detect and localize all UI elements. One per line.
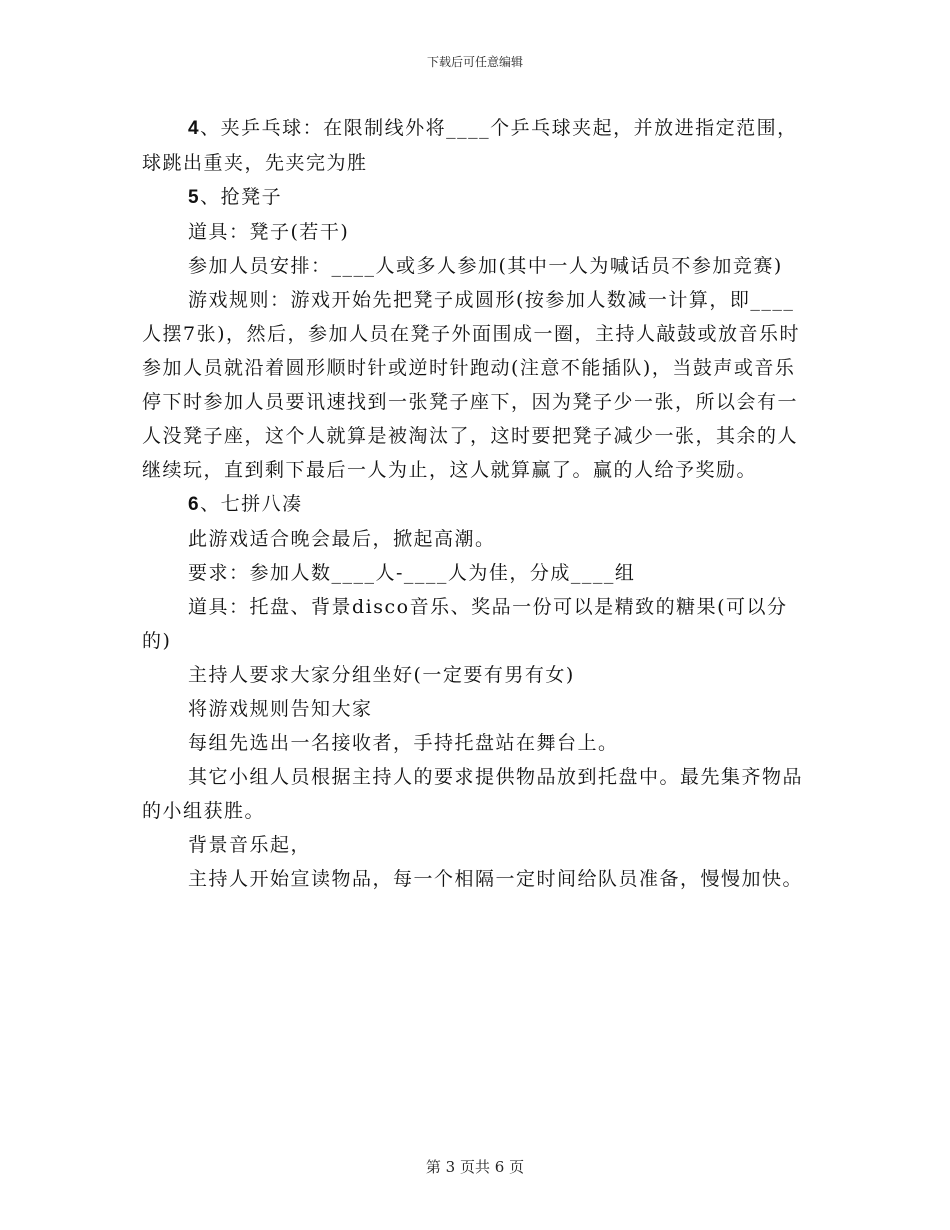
item-number: 5	[188, 187, 201, 208]
paragraph-step-5: 背景音乐起，	[188, 834, 312, 856]
paragraph-step-6: 主持人开始宣读物品，每一个相隔一定时间给队员准备，慢慢加快。	[188, 868, 804, 890]
paragraph-step-2: 将游戏规则告知大家	[188, 698, 373, 720]
heading-text: 、抢凳子	[200, 186, 283, 208]
paragraph-item-4	[142, 111, 810, 180]
page-header: 下载后可任意编辑	[426, 55, 523, 69]
page-footer: 第 3 页共 6 页	[425, 1158, 525, 1176]
paragraph-props: 道具：凳子(若干)	[188, 221, 350, 243]
paragraph-step-1: 主持人要求大家分组坐好(一定要有男有女)	[188, 664, 575, 686]
paragraph-text: 、夹乒乓球：在限制线外将____个乒乓球夹起，并放进指定范围，球跳出重夹，先夹完为胜	[142, 117, 798, 174]
paragraph-props-2: 道具：托盘、背景disco音乐、奖品一份可以是精致的糖果(可以分的)	[142, 596, 788, 652]
document-body	[142, 111, 810, 896]
paragraph-step-4: 其它小组人员根据主持人的要求提供物品放到托盘中。最先集齐物品的小组获胜。	[142, 766, 804, 822]
item-number: 6	[188, 494, 201, 515]
paragraph-participants: 参加人员安排：____人或多人参加(其中一人为喊话员不参加竞赛)	[188, 255, 783, 277]
paragraph-step-3: 每组先选出一名接收者，手持托盘站在舞台上。	[188, 732, 619, 754]
heading-item-5	[142, 180, 810, 215]
paragraph-rules: 游戏规则：游戏开始先把凳子成圆形(按参加人数减一计算，即____人摆7张)，然后，参加人员在凳子外面围成一圈，主持人敲鼓或放音乐时参加人员就沿着圆形顺时针或逆时针跑动(注意不能插队)，当鼓声或音乐停下时参加人员要讯速找到一张凳子座下，因为凳子少一张，所以会有一人没凳子座，这个人就算是被淘汰了，这时要把凳子减少一张，其余的人继续玩，直到剩下最后一人为止，这人就算赢了。赢的人给予奖励。	[142, 289, 801, 481]
heading-item-6	[142, 487, 810, 522]
item-number: 4	[188, 118, 201, 139]
heading-text: 、七拼八凑	[200, 493, 303, 515]
paragraph-intro: 此游戏适合晚会最后，掀起高潮。	[188, 528, 496, 550]
paragraph-requirements: 要求：参加人数____人-____人为佳，分成____组	[188, 562, 636, 584]
